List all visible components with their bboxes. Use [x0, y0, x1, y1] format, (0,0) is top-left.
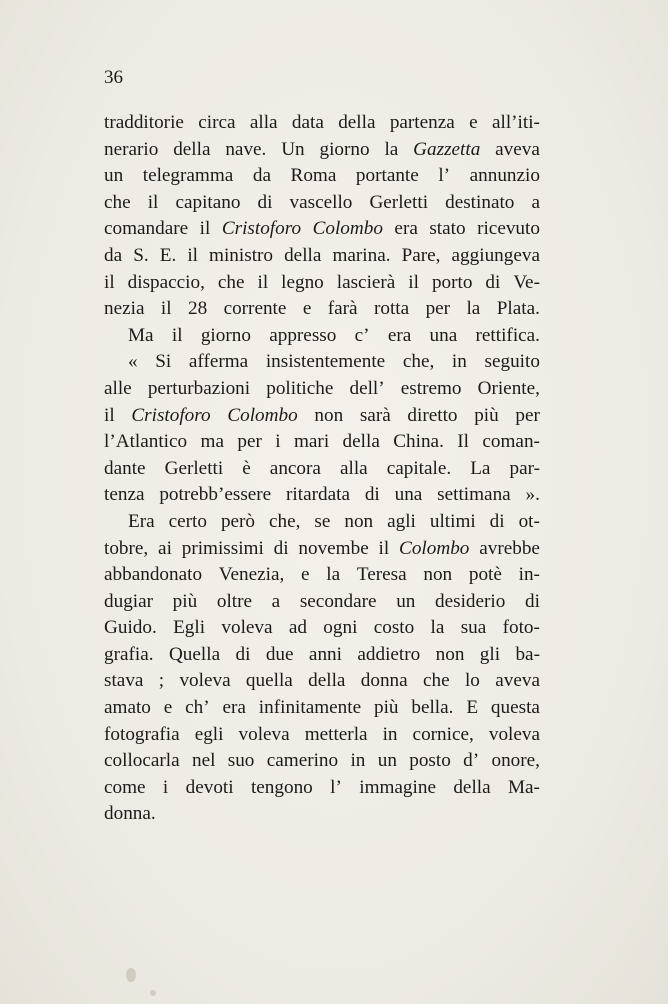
- text-line: grafia. Quella di due anni addietro non gli ba-: [104, 643, 540, 665]
- text-line: dugiar più oltre a secondare un desiderio di: [104, 590, 540, 612]
- text-line: collocarla nel suo camerino in un posto d’ onore,: [104, 750, 540, 772]
- text-line: Guido. Egli voleva ad ogni costo la sua foto-: [104, 617, 540, 639]
- text-line: il Cristoforo Colombo non sarà diretto più per: [104, 404, 540, 426]
- text-line: da S. E. il ministro della marina. Pare, aggiungeva: [104, 244, 540, 266]
- text-line: tradditorie circa alla data della partenza e all’iti-: [104, 112, 540, 133]
- text-line: tenza potrebb’essere ritardata di una settimana ».: [104, 484, 540, 506]
- text-line: che il capitano di vascello Gerletti destinato a: [104, 191, 540, 213]
- text-line: tobre, ai primissimi di novembe il Colombo avrebbe: [104, 537, 540, 559]
- text-line: dante Gerletti è ancora alla capitale. La par-: [104, 457, 540, 479]
- paper-smudge: [126, 968, 136, 982]
- text-line: Ma il giorno appresso c’ era una rettifica.: [128, 324, 540, 346]
- text-line: fotografia egli voleva metterla in cornice, voleva: [104, 723, 540, 745]
- text-line: il dispaccio, che il legno lascierà il porto di Ve-: [104, 271, 540, 293]
- text-line: alle perturbazioni politiche dell’ estremo Oriente,: [104, 377, 540, 399]
- text-line: come i devoti tengono l’ immagine della Ma-: [104, 776, 540, 798]
- text-line: un telegramma da Roma portante l’ annunzio: [104, 165, 540, 187]
- text-line: Era certo però che, se non agli ultimi di ot-: [128, 510, 540, 532]
- text-line: stava ; voleva quella della donna che lo aveva: [104, 670, 540, 692]
- text-line: amato e ch’ era infinitamente più bella. E questa: [104, 697, 540, 719]
- page-number: 36: [104, 67, 123, 88]
- text-line: comandare il Cristoforo Colombo era stato ricevuto: [104, 218, 540, 240]
- text-line: nerario della nave. Un giorno la Gazzetta aveva: [104, 138, 540, 160]
- body-text: [104, 110, 540, 828]
- paper-smudge: [150, 990, 156, 996]
- text-line: abbandonato Venezia, e la Teresa non potè in-: [104, 564, 540, 586]
- text-line: donna.: [104, 803, 156, 825]
- text-line: nezia il 28 corrente e farà rotta per la Plata.: [104, 298, 540, 320]
- text-line: « Si afferma insistentemente che, in seguito: [128, 351, 540, 373]
- text-line: l’Atlantico ma per i mari della China. Il coman-: [104, 431, 540, 453]
